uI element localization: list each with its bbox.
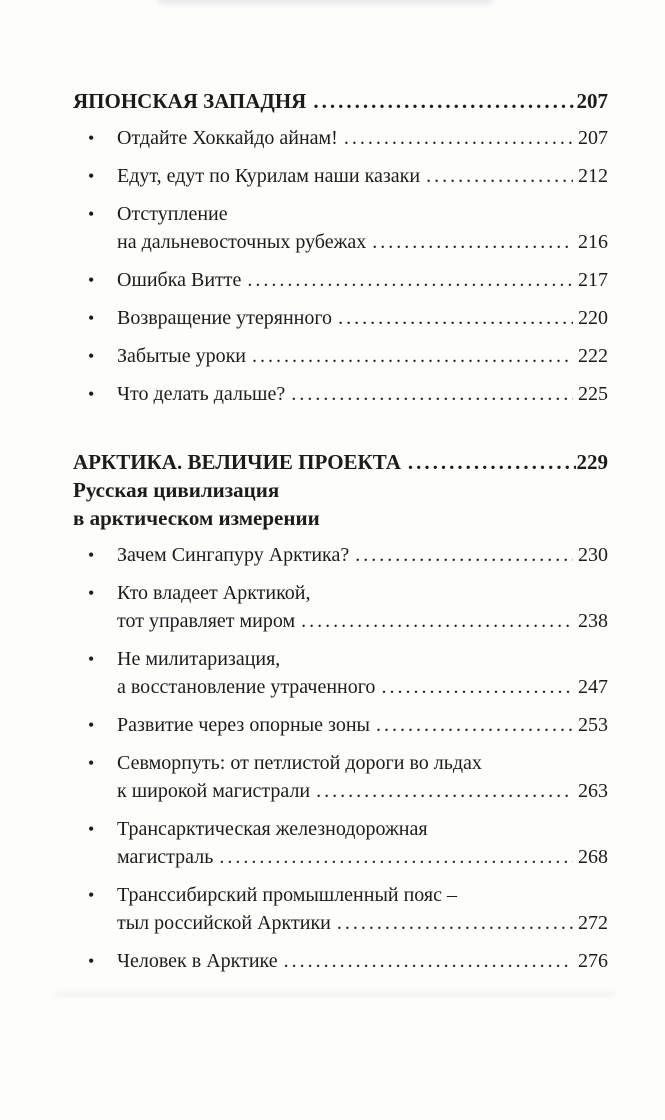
toc-section-japan <box>73 87 608 408</box>
entry-page-number: 272 <box>578 912 608 934</box>
entry-page-number: 220 <box>578 307 608 329</box>
entry-title: Что делать дальше? <box>117 383 286 405</box>
entry-page-number: 238 <box>578 610 608 632</box>
section-heading-row <box>73 448 608 476</box>
dot-leader <box>344 124 573 152</box>
section-subtitle <box>73 476 608 532</box>
entry-page-number: 247 <box>578 676 608 698</box>
entry-title: на дальневосточных рубежах <box>117 231 367 253</box>
section-subtitle-line: в арктическом измерении <box>73 506 320 530</box>
dot-leader <box>247 266 573 294</box>
bullet-icon: • <box>88 384 95 404</box>
dot-leader <box>313 87 575 115</box>
entry-page-number: 253 <box>578 714 608 736</box>
entry-title-line: Севморпуть: от петлистой дороги во льдах <box>117 752 482 774</box>
section-page-number: 207 <box>576 89 608 113</box>
toc-entry <box>73 815 608 871</box>
toc-entry <box>73 749 608 805</box>
entry-page-number: 217 <box>578 269 608 291</box>
entry-title-line: Кто владеет Арктикой, <box>117 582 311 604</box>
dot-leader <box>372 228 573 256</box>
section-heading-row <box>73 87 608 115</box>
dot-leader <box>252 342 573 370</box>
entry-page-number: 222 <box>578 345 608 367</box>
entry-page-number: 207 <box>578 127 608 149</box>
toc-entry <box>73 266 608 294</box>
bullet-icon: • <box>88 308 95 328</box>
bullet-icon: • <box>88 545 95 565</box>
entry-title: Зачем Сингапуру Арктика? <box>117 544 350 566</box>
entry-title: к широкой магистрали <box>117 780 311 802</box>
entry-title-line: Транссибирский промышленный пояс – <box>117 884 457 906</box>
toc-entry <box>73 342 608 370</box>
toc-entry <box>73 541 608 569</box>
bullet-icon: • <box>88 649 95 669</box>
dot-leader <box>337 909 573 937</box>
bullet-icon: • <box>88 270 95 290</box>
entry-page-number: 230 <box>578 544 608 566</box>
entry-page-number: 216 <box>578 231 608 253</box>
section-title: АРКТИКА. ВЕЛИЧИЕ ПРОЕКТА <box>73 450 401 474</box>
section-subtitle-line: Русская цивилизация <box>73 478 280 502</box>
dot-leader <box>219 843 573 871</box>
toc-entry <box>73 124 608 152</box>
bullet-icon: • <box>88 204 95 224</box>
toc-entry <box>73 947 608 975</box>
entry-title: магистраль <box>117 846 214 868</box>
entry-title-line: Не милитаризация, <box>117 648 281 670</box>
dot-leader <box>338 304 573 332</box>
scan-artifact-bottom <box>55 991 615 997</box>
toc-entry <box>73 304 608 332</box>
toc-entry <box>73 645 608 701</box>
bullet-icon: • <box>88 819 95 839</box>
entry-title: Едут, едут по Курилам наши казаки <box>117 165 421 187</box>
entry-title: тот управляет миром <box>117 610 296 632</box>
bullet-icon: • <box>88 128 95 148</box>
toc-entry <box>73 380 608 408</box>
dot-leader <box>381 673 573 701</box>
entry-title-line: Трансарктическая железнодорожная <box>117 818 428 840</box>
toc-entry <box>73 200 608 256</box>
dot-leader <box>376 711 573 739</box>
entry-title: Забытые уроки <box>117 345 246 367</box>
dot-leader <box>355 541 573 569</box>
entry-page-number: 268 <box>578 846 608 868</box>
dot-leader <box>316 777 573 805</box>
toc-entry <box>73 711 608 739</box>
dot-leader <box>301 607 573 635</box>
entry-title: тыл российской Арктики <box>117 912 331 934</box>
dot-leader <box>284 947 573 975</box>
entry-page-number: 225 <box>578 383 608 405</box>
section-page-number: 229 <box>576 450 608 474</box>
bullet-icon: • <box>88 753 95 773</box>
entry-title: Ошибка Витте <box>117 269 242 291</box>
dot-leader <box>426 162 573 190</box>
entry-title-line: Отступление <box>117 203 228 225</box>
section-title: ЯПОНСКАЯ ЗАПАДНЯ <box>73 89 307 113</box>
entry-page-number: 212 <box>578 165 608 187</box>
entry-title: Человек в Арктике <box>117 950 278 972</box>
entry-page-number: 263 <box>578 780 608 802</box>
scan-artifact-top <box>158 0 493 4</box>
dot-leader <box>408 448 576 476</box>
toc-entry <box>73 881 608 937</box>
dot-leader <box>291 380 573 408</box>
entry-title: Развитие через опорные зоны <box>117 714 370 736</box>
toc-entry <box>73 579 608 635</box>
bullet-icon: • <box>88 885 95 905</box>
bullet-icon: • <box>88 951 95 971</box>
entry-title: а восстановление утраченного <box>117 676 376 698</box>
entry-title: Возвращение утерянного <box>117 307 333 329</box>
bullet-icon: • <box>88 715 95 735</box>
entry-page-number: 276 <box>578 950 608 972</box>
bullet-icon: • <box>88 166 95 186</box>
bullet-icon: • <box>88 583 95 603</box>
entry-title: Отдайте Хоккайдо айнам! <box>117 127 338 149</box>
toc-section-arctic <box>73 448 608 975</box>
toc-entry <box>73 162 608 190</box>
bullet-icon: • <box>88 346 95 366</box>
